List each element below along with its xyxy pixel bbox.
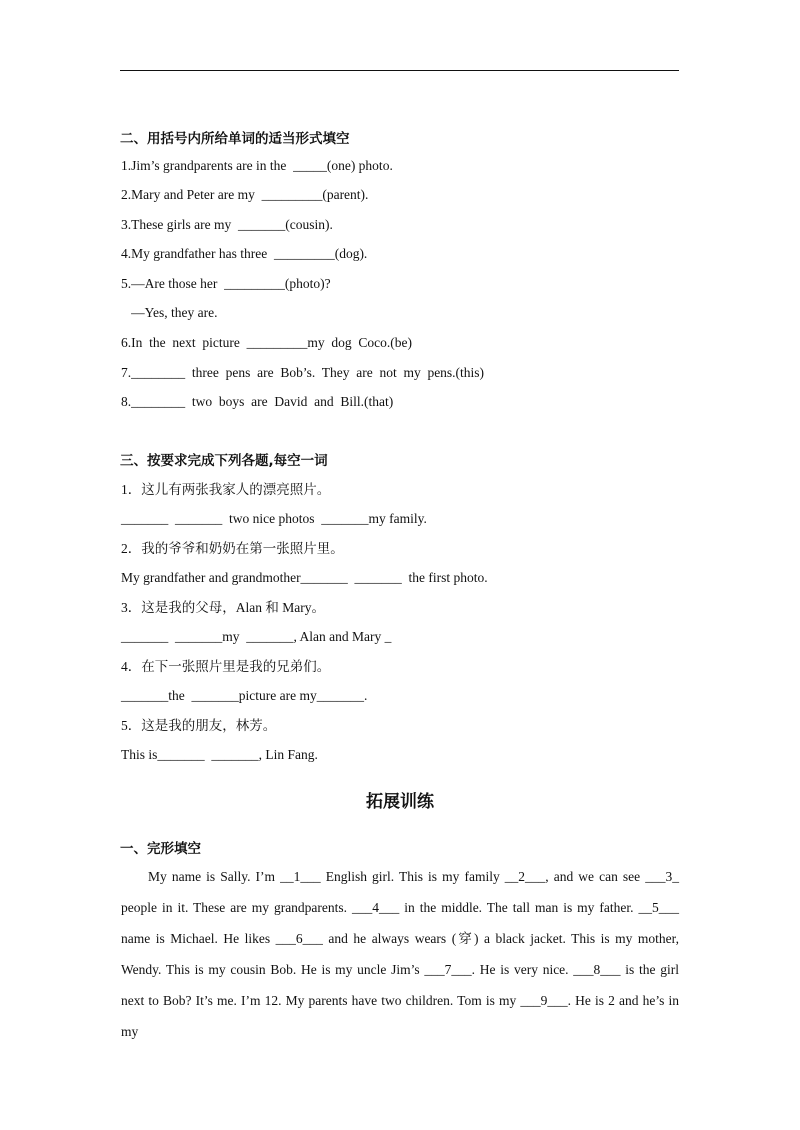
- section3-q5-answer: This is_______ _______, Lin Fang.: [121, 747, 318, 762]
- section2-item-2: 2.Mary and Peter are my _________(parent).: [121, 187, 369, 202]
- section2-item-6: 6.In the next picture _________my dog Coco.(be): [121, 335, 412, 350]
- section3-q3-prompt: 3．这是我的父母，Alan 和 Mary。: [121, 600, 325, 615]
- cloze-passage-text: My name is Sally. I’m __1___ English girl. This is my family __2___, and we can see ___3_ people in it. These are my grandparents. ___4___ in the middle. The tall man is my father. __5___ name is Michael. He likes ___6___ and he always wears (穿) a black jacket. This is my mother, Wendy. This is my cousin Bob. He is my uncle Jim’s ___7___. He is very nice. ___8___ is the girl next to Bob? It’s me. I’m 12. My parents have two children. Tom is my ___9___. He is 2 and he’s in my: [121, 869, 679, 1039]
- section3-q1-prompt: 1．这儿有两张我家人的漂亮照片。: [121, 482, 331, 497]
- section3-q5-prompt: 5．这是我的朋友，林芳。: [121, 718, 277, 733]
- header-rule: [120, 70, 679, 71]
- section2-item-1: 1.Jim’s grandparents are in the _____(one) photo.: [121, 158, 393, 173]
- section3-q1-answer: _______ _______ two nice photos _______my family.: [121, 511, 427, 526]
- section3-q2-answer: My grandfather and grandmother_______ _______ the first photo.: [121, 570, 488, 585]
- section3-heading: 三、按要求完成下列各题,每空一词: [120, 453, 328, 469]
- section2-item-3: 3.These girls are my _______(cousin).: [121, 217, 333, 232]
- section2-item-7: 7.________ three pens are Bob’s. They are not my pens.(this): [121, 365, 485, 380]
- section2-item-5-answer: —Yes, they are.: [121, 305, 218, 320]
- section3-q2-prompt: 2．我的爷爷和奶奶在第一张照片里。: [121, 541, 344, 556]
- cloze-heading: 一、完形填空: [120, 841, 201, 857]
- section3-q4-answer: _______the _______picture are my_______.: [121, 688, 368, 703]
- section2-item-4: 4.My grandfather has three _________(dog).: [121, 246, 368, 261]
- section3-q4-prompt: 4．在下一张照片里是我的兄弟们。: [121, 659, 331, 674]
- cloze-passage: [121, 861, 679, 1047]
- section2-item-8: 8.________ two boys are David and Bill.(that): [121, 394, 394, 409]
- section2-heading: 二、用括号内所给单词的适当形式填空: [120, 131, 350, 147]
- section3-q3-answer: _______ _______my _______, Alan and Mary _: [121, 629, 392, 644]
- extension-title: 拓展训练: [366, 792, 434, 812]
- section2-item-5: 5.—Are those her _________(photo)?: [121, 276, 331, 291]
